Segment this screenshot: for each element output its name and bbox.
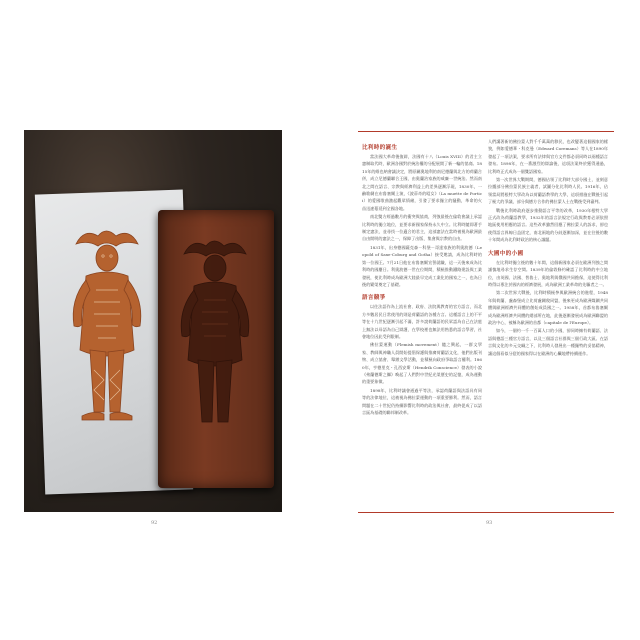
body-paragraph: 1831年，出身德國薩克森－科堡－哥達家族的利奧波德（Leopold of Saxe-Coburg and Gotha）接受邀請，成為比利時的第一位國王。7月21日他在布魯塞爾宣誓就職，這一天後來成為比利時的國慶日。利奧波德一世在位期間，積極推動鐵路建設與工業發展，使比利時成為歐洲大陸最早完成工業化的國家之一，也為日後的繁榮奠定了基礎。 [362,244,482,287]
body-paragraph: 當法國大革命後復辟，法國有十八（Louis XVIII）的君主立憲制取代時，歐洲各國對於統治權的分配展開了新一輪的協商。1815年的維也納會議決定，將原屬奧地利的南尼德蘭與北方的荷蘭合併，成立尼德蘭聯合王國，由奧蘭治家族的威廉一世統治。然而南北之間在語言、宗教與經濟利益上的差異逐漸浮現，1830年，一齣歌劇在布魯塞爾上演，《波蒂奇的啞女》（La muette de Portici）的愛國歌曲激起觀眾情緒，引發了要求獨立的騷動，革命的火苗迅速蔓延到全國各地。 [362,154,482,211]
body-paragraph: 第二次世界大戰後，比利時積極參與歐洲統合的進程，1948年與荷蘭、盧森堡成立比荷盧關稅同盟，後來更成為歐洲煤鋼共同體與歐洲經濟共同體的創始成員國之一。1958年，首都布魯塞爾成為歐洲經濟共同體的總部所在地，此後逐漸發展成為歐洲聯盟的政治中心，被稱為歐洲的首都（capitale de l'Europe）。 [488,290,608,325]
body-paragraph: 佛拉蒙運動（Flemish movement）隨之興起，一群文學家、教師與神職人員開始提倡保護與推廣荷蘭語文化，他們出版刊物、成立協會、舉辦文學活動，並積極向政府爭取語言權利。1860年，亨德里克・孔西安斯（Hendrik Conscience）發表的小說《弗蘭德斯之獅》喚起了人們對中世紀光榮歷史的記憶，成為運動的重要象徵。 [362,342,482,385]
top-rule [358,131,614,132]
body-paragraph: 1898年，比利時議會通過平等法，承認荷蘭語與法語具有同等的法律地位，這被視為佛拉蒙運動的一項重要勝利。然而，語言問題在二十世紀仍持續影響比利時的政治與社會，最終促成了以語言區為基礎的聯邦制改革。 [362,387,482,415]
body-paragraph: 人們講著新的佛拉蒙人對千千萬萬的移民，也改變著這個國家的樣貌，例如愛德華・科克曼（Edward Coremans）等人在1890年發起了一項法案，要求所有法律與官方文件都必須同時以兩種語言發布。1898年，在一番激烈的辯論後，這項法案終於獲得通過，比利時正式成為一個雙語國家。 [488,139,608,174]
body-paragraph: 以往法語作為上流社會、政府、法院與教育的官方語言，而北方多數居民日常使用的則是荷蘭語的各種方言。這種語言上的不平等在十九世紀逐漸引起不滿，許多說荷蘭語的民眾認為自己在法庭上無法以母語為自己辯護，在學校裡也無法用熟悉的語言學習，社會地位因此受到限制。 [362,304,482,339]
gingerbread-figures-illustration [24,130,282,512]
section-heading: 語言競爭 [362,295,386,302]
section-heading: 大國中的小國 [488,250,524,257]
right-page-number: 93 [486,520,493,526]
gingerbread-photo [24,130,282,512]
body-paragraph: 如今，一個約一千一百萬人口的小國，卻同時擁有荷蘭語、法語與德語三種官方語言，以及三個語言社群與三個行政大區。在語言與文化的多元交織之下，比利時人發展出一種獨特的妥協精神，讓這個看似分裂的國家得以在歐洲的心臟地帶持續運作。 [488,328,608,356]
body-paragraph: 在比利時獨立後的數十年間，這個新國家必須在歐洲列強之間謹慎地尋求生存空間。1839年的倫敦條約確認了比利時的中立地位，由英國、法國、普魯士、奧地利與俄國共同擔保，這使得比利時得以專注於國內的經濟發展，成為歐洲工業革命的先驅者之一。 [488,259,608,287]
text-column-right [488,138,608,358]
text-column-left [362,138,482,417]
section-heading: 比利時的誕生 [362,145,398,151]
body-paragraph: 第一次世界大戰期間，德國佔領了比利時大部分國土，並刻意拉攏部分佛拉蒙民族主義者，試圖分化比利時人民。1916年，佔領當局將根特大學改為以荷蘭語教學的大學，這項措施在戰後引起了極大的爭議，部分與德方合作的佛拉蒙人士在戰後受到審判。 [488,177,608,205]
bottom-rule [358,512,614,513]
left-page-number: 92 [151,520,158,526]
body-paragraph: 南北雙方經過數月的衝突與協商，列強最後在倫敦會議上承認比利時的獨立地位，並要求新國家保持永久中立。比利時隨即著手制定憲法，並尋找一位適合的君主，這部憲法在當時被視為歐洲最自由開明的憲法之一，保障了出版、集會與宗教的自由。 [362,214,482,242]
body-paragraph: 戰後比利時政府逐步推動語言平等的改革，1930年根特大學正式改為荷蘭語教學，1932年的語言法規定行政與教育必須依照地區使用相應的語言。這些改革雖然回應了佛拉蒙人的訴求，卻也使得語言界線日益固定，南北兩地的分歧逐漸加深，並在往後的數十年間成為比利時政治的核心議題。 [488,207,608,243]
